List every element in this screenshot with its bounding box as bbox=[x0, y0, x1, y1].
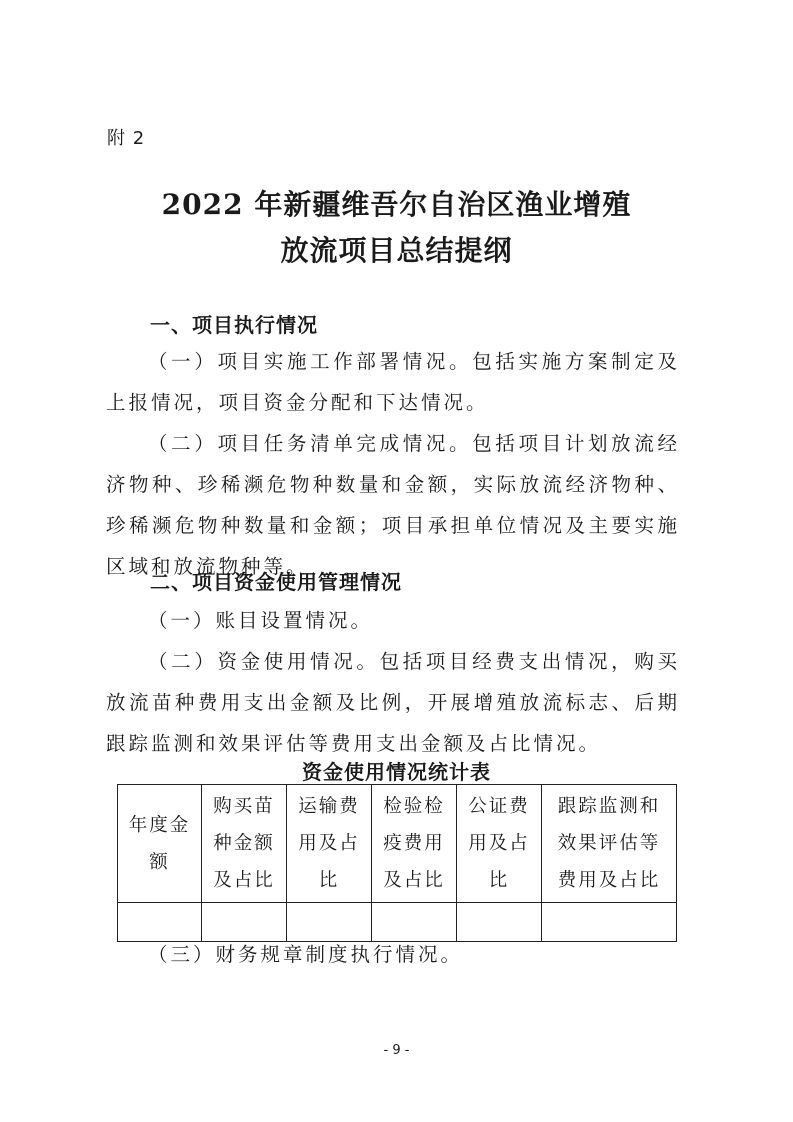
section-2-item-1: （一）账目设置情况。 bbox=[148, 609, 374, 632]
table-header-cell: 跟踪监测和效果评估等费用及占比 bbox=[542, 785, 677, 903]
table-header-row bbox=[118, 785, 677, 903]
table-header-cell: 年度金额 bbox=[118, 785, 202, 903]
document-title bbox=[0, 182, 793, 274]
page-number: - 9 - bbox=[383, 1043, 410, 1058]
table-header-cell: 运输费用及占比 bbox=[287, 785, 372, 903]
section-2-item-3: （三）财务规章制度执行情况。 bbox=[148, 943, 464, 966]
section-1-item-1: （一）项目实施工作部署情况。包括实施方案制定及上报情况，项目资金分配和下达情况。 bbox=[106, 350, 680, 414]
funding-usage-table bbox=[117, 784, 677, 942]
table-header-cell: 购买苗种金额及占比 bbox=[202, 785, 287, 903]
table-header-cell: 公证费用及占比 bbox=[457, 785, 542, 903]
title-line-2: 放流项目总结提纲 bbox=[280, 234, 513, 267]
table-caption: 资金使用情况统计表 bbox=[302, 760, 491, 784]
table-header-cell: 检验检疫费用及占比 bbox=[372, 785, 457, 903]
section-1-heading: 一、项目执行情况 bbox=[150, 313, 318, 337]
section-2-item-2: （二）资金使用情况。包括项目经费支出情况，购买放流苗种费用支出金额及比例，开展增殖放流标志、后期跟踪监测和效果评估等费用支出金额及占比情况。 bbox=[106, 650, 680, 755]
attachment-label: 附 2 bbox=[107, 128, 146, 149]
section-2-heading: 二、项目资金使用管理情况 bbox=[150, 570, 402, 594]
title-line-1: 2022 年新疆维吾尔自治区渔业增殖 bbox=[161, 188, 632, 221]
section-1-item-2: （二）项目任务清单完成情况。包括项目计划放流经济物种、珍稀濒危物种数量和金额，实际放流经济物种、珍稀濒危物种数量和金额；项目承担单位情况及主要实施区域和放流物种等。 bbox=[106, 432, 680, 578]
